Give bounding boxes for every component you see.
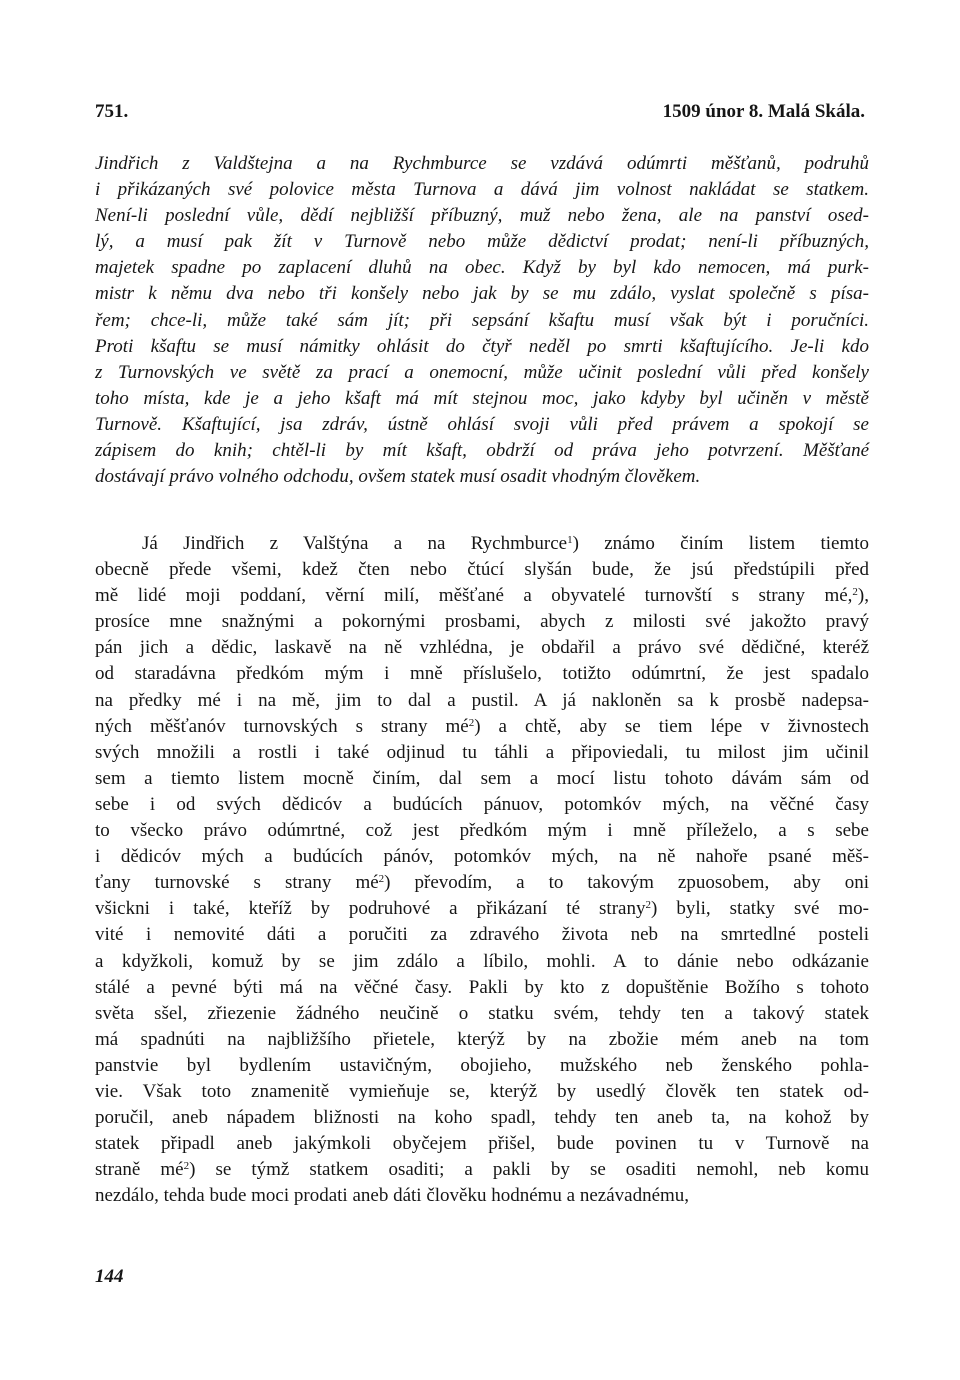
text-line: [95, 1027, 869, 1053]
document-number: 751.: [95, 101, 129, 122]
text-segment: na předky mé i na mě, jim to dal a pustil. A já nakloněn sa k prosbě nadepsa-: [95, 689, 869, 711]
abstract-line: z Turnovských ve světě za prací a onemocní, může učinit poslední vůli před konšely: [95, 361, 869, 383]
footnote-marker: 2: [378, 873, 385, 886]
charter-text: [95, 531, 869, 1209]
text-segment: od staradávna předkóm mým i mně příslušelo, totižto odúmrtní, že jest spadalo: [95, 663, 869, 685]
text-segment: má spadnúti na najbližšího přietele, kterýž by na zbožie mém aneb na tom: [95, 1028, 869, 1050]
text-segment: ) se týmž statkem osaditi; a pakli by se osaditi nemohl, neb komu: [189, 1159, 869, 1181]
text-segment: Já Jindřich z Valštýna a na Rychmburce: [142, 533, 568, 554]
text-segment: ťany turnovské s strany mé: [95, 872, 379, 894]
text-line: [95, 896, 869, 922]
text-segment: svých množili a rostli i také odjinud tu táhli a připoviedali, tu milost jim učinil: [95, 741, 869, 763]
text-segment: mě lidé moji poddaní, věrní milí, měšťané a obyvatelé turnovští s strany mé,: [95, 585, 853, 607]
text-line: [95, 740, 869, 766]
text-segment: ných měšťanóv turnovských s strany mé: [95, 715, 469, 737]
abstract-line: Proti kšaftu se musí námitky ohlásit do čtyř neděl po smrti kšaftujícího. Je-li kdo: [95, 335, 869, 357]
text-segment: stálé a pevné býti má na věčné časy. Pakli by kto z dopuštěnie Božího s tohoto: [95, 976, 869, 998]
text-segment: panstvie byl bydlením ustavičným, obojieho, mužského neb ženského pohla-: [95, 1054, 869, 1076]
text-line: [95, 1079, 869, 1105]
text-line: [95, 609, 869, 635]
abstract-line: dostávají právo volného odchodu, ovšem statek musí osadit vhodným člověkem.: [95, 466, 701, 488]
text-segment: ) převodím, a to takovým zpuosobem, aby oni: [384, 872, 869, 894]
abstract-line: majetek spadne po zaplacení dluhů na obec. Když by byl kdo nemocen, má purk-: [95, 257, 869, 279]
text-segment: ),: [857, 585, 869, 607]
footnote-marker: 2: [468, 716, 475, 729]
text-segment: ) byli, statky své mo-: [650, 898, 869, 920]
text-segment: statek připadl aneb jakýmkoli obyčejem přišel, bude povinen tu v Turnově na: [95, 1133, 869, 1155]
text-line: [95, 1183, 869, 1209]
abstract-line: lý, a musí pak žít v Turnově nebo může dědictví prodat; není-li příbuzných,: [95, 231, 869, 253]
text-segment: sem a tiemto listem mocně činím, dal sem a mocí listu tohoto dávám sám od: [95, 767, 869, 789]
text-segment: to všecko právo odúmrtné, což jest předkóm mým i mně příleželo, a s sebe: [95, 820, 869, 842]
text-segment: pán jich a dědic, laskavě na ně vzhlédna, je obdařil a právo své dědičné, kteréž: [95, 637, 869, 659]
abstract-line: toho místa, kde je a jeho kšaft má mít stejnou moc, jako kdyby byl učiněn v městě: [95, 387, 869, 409]
text-line: [95, 766, 869, 792]
text-line: [95, 714, 869, 740]
footnote-marker: 2: [183, 1160, 190, 1173]
page-number: 144: [95, 1266, 124, 1287]
footnote-marker: 1: [567, 534, 573, 546]
text-line: [95, 557, 869, 583]
text-segment: vité i nemovité dáti a poručiti za zdravého života neb na smrtedlné posteli: [95, 924, 869, 946]
text-line: [95, 635, 869, 661]
abstract-line: Jindřich z Valdštejna a na Rychmburce se vzdává odúmrti měšťanů, podruhů: [95, 153, 869, 174]
text-segment: i dědicóv mých a budúcích pánóv, potomkóv mých, na ně nahoře psané měš-: [95, 846, 869, 868]
text-line: [95, 583, 869, 609]
footnote-marker: 2: [852, 586, 858, 599]
text-segment: ) známo činím listem tiemto: [572, 533, 870, 554]
footnote-marker: 2: [645, 899, 651, 912]
text-line: [95, 792, 869, 818]
text-line: [95, 844, 869, 870]
text-line: [95, 870, 869, 896]
text-segment: obecně přede všemi, kdež čten nebo čtúcí slyšán bude, že jsú předstúpili před: [95, 559, 869, 581]
text-segment: nezdálo, tehda bude moci prodati aneb dáti člověku hodnému a nezávadnému,: [95, 1185, 690, 1207]
text-line: [95, 1131, 869, 1157]
text-line: [95, 818, 869, 844]
text-line: [95, 949, 869, 975]
text-line: [95, 661, 869, 687]
text-line: [95, 688, 869, 714]
page-header: [95, 99, 865, 125]
text-line: [95, 1105, 869, 1131]
text-segment: straně mé: [95, 1159, 184, 1181]
text-segment: prosíce mne snažnými a pokornými prosbami, abych z milosti své jakožto pravý: [95, 611, 869, 633]
abstract-line: zápisem do knih; chtěl-li by mít kšaft, obdrží od práva jeho potvrzení. Měšťané: [95, 440, 869, 462]
abstract-line: Turnově. Kšaftující, jsa zdráv, ústně ohlásí svoji vůli před právem a spokojí se: [95, 413, 869, 435]
abstract-line: i přikázaných své polovice města Turnova a dává jim volnost nakládat se statkem.: [95, 179, 869, 201]
text-line: [95, 975, 869, 1001]
document-date-place: 1509 únor 8. Malá Skála.: [662, 101, 865, 122]
abstract-line: mistr k němu dva nebo tři konšely nebo jak by se mu zdálo, vyslat společně s písa-: [95, 283, 869, 305]
text-line: [95, 531, 869, 557]
text-segment: ) a chtě, aby se tiem lépe v živnostech: [474, 715, 869, 737]
text-segment: a kdyžkoli, komuž by se jim zdálo a líbilo, mohli. A to dánie nebo odkázanie: [95, 950, 869, 972]
text-segment: poručil, aneb nápadem bližnosti na koho spadl, tehdy ten aneb ta, na kohož by: [95, 1107, 869, 1129]
text-line: [95, 922, 869, 948]
regest-abstract: [95, 151, 869, 490]
text-segment: světa sšel, zřiezenie žádného neučině o statku svém, tehdy ten a takový statek: [95, 1002, 869, 1024]
abstract-line: Není-li poslední vůle, dědí nejbližší příbuzný, muž nebo žena, ale na panství osed-: [95, 205, 869, 227]
text-segment: vie. Však toto znamenitě vymieňuje se, kterýž by usedlý člověk ten statek od-: [95, 1080, 869, 1102]
text-segment: všickni i také, kteříž by podruhové a přikázaní té strany: [95, 898, 646, 920]
text-line: [95, 1157, 869, 1183]
abstract-line: řem; chce-li, může také sám jít; při sepsání kšaftu musí však být i poručníci.: [95, 309, 869, 331]
text-line: [95, 1053, 869, 1079]
text-segment: sebe i od svých dědicóv a budúcích pánuov, potomkóv mých, na věčné časy: [95, 793, 869, 815]
text-line: [95, 1001, 869, 1027]
